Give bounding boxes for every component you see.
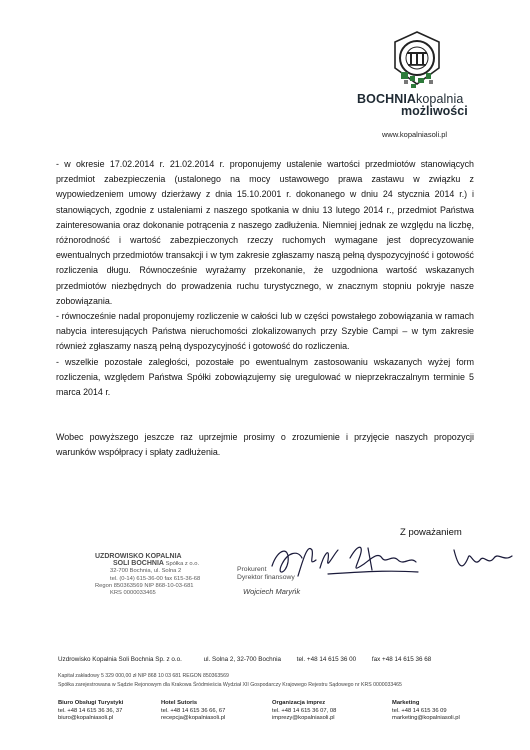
mine-logo-icon	[387, 28, 447, 90]
stamp-line-3: 32-700 Bochnia, ul. Solna 2	[110, 568, 182, 575]
stamp-line-2-suffix: Spółka z o.o.	[165, 561, 200, 568]
contact-tel: tel. +48 14 615 36 07, 08	[272, 707, 337, 714]
stamp-person: Wojciech Maryńk	[243, 587, 301, 596]
contact-tourism	[58, 700, 123, 723]
paragraph-real-estate: - równocześnie nadal proponujemy rozliczenie w całości lub w części powstałego zobowiązania w ramach nabycia interesujących Państwa nieruchomości zlokalizowanych przy Szybie Campi – w tym zakresie również zgłaszamy naszą pełną dyspozycyjność i gotowość do rozliczenia.	[56, 311, 474, 352]
contact-title: Hotel Sutoris	[161, 700, 198, 706]
contact-email[interactable]: imprezy@kopalniasoli.pl	[272, 715, 335, 722]
regards-text: Z poważaniem	[400, 527, 462, 538]
brand-wordmark	[357, 92, 497, 118]
footer-capital: Kapitał zakładowy 5 329 000,00 zł NIP 868 10 03 681 REGON 850363569	[58, 673, 229, 679]
brand-tagline: możliwości	[401, 104, 468, 118]
contact-marketing	[392, 700, 460, 723]
footer-tel: tel. +48 14 615 36 00	[296, 656, 357, 663]
contact-email[interactable]: marketing@kopalniasoli.pl	[392, 715, 460, 722]
signatory-stamp	[237, 566, 300, 596]
footer-company-line	[58, 656, 431, 663]
contact-title: Biuro Obsługi Turystyki	[58, 700, 124, 706]
contact-hotel	[161, 700, 225, 723]
contact-title: Organizacja imprez	[272, 700, 326, 706]
stamp-line-2: SOLI BOCHNIA	[113, 560, 164, 568]
footer-registry: Spółka zarejestrowana w Sądzie Rejonowym dla Krakowa Śródmieścia Wydział XII Gospodarczy Krajowego Rejestru Sądowego nr KRS 0000033465	[58, 682, 402, 688]
contact-email[interactable]: recepcja@kopalniasoli.pl	[161, 715, 226, 722]
contact-title: Marketing	[392, 700, 420, 706]
paragraph-closing: Wobec powyższego jeszcze raz uprzejmie prosimy o zrozumienie i przyjęcie naszych propozycji warunków współpracy i spłaty zadłużenia.	[56, 432, 474, 458]
footer-fax: fax +48 14 615 36 68	[371, 656, 432, 663]
stamp-role-1: Prokurent	[237, 566, 267, 573]
contact-events	[272, 700, 336, 723]
contact-tel: tel. +48 14 615 36 66, 67	[161, 707, 226, 714]
contact-email[interactable]: biuro@kopalniasoli.pl	[58, 715, 114, 722]
stamp-role-2: Dyrektor finansowy	[237, 574, 295, 581]
brand-suffix: kopalnia	[416, 92, 464, 106]
handwritten-signature	[268, 536, 518, 586]
paragraph-remaining-debt: - wszelkie pozostałe zaległości, pozostałe po ewentualnym zastosowaniu wskazanych wyżej form rozliczenia, względem Państwa Spółki zobowiązujemy się uregulować w nieprzekraczalnym terminie 5 marca 2014 r.	[56, 356, 474, 398]
footer-company: Uzdrowisko Kopalnia Soli Bochnia Sp. z o.o.	[58, 656, 182, 663]
footer-address: ul. Solna 2, 32-700 Bochnia	[203, 656, 282, 663]
stamp-line-5: Regon 850363569 NIP 868-10-03-681	[95, 582, 194, 589]
contact-tel: tel. +48 14 615 36 09	[392, 707, 447, 714]
stamp-line-4: tel. (0-14) 615-36-00 fax 615-36-68	[110, 575, 201, 582]
contact-tel: tel. +48 14 615 36 36, 37	[58, 707, 123, 714]
stamp-line-1: UZDROWISKO KOPALNIA	[95, 553, 182, 560]
stamp-line-6: KRS 0000033465	[110, 590, 156, 597]
letter-body	[56, 157, 474, 461]
brand-name: BOCHNIA	[357, 92, 417, 106]
website-url[interactable]: www.kopalniasoli.pl	[382, 130, 448, 139]
paragraph-valuation: - w okresie 17.02.2014 r. 21.02.2014 r. proponujemy ustalenie wartości przedmiotów stanowiących przedmiot zabezpieczenia (ustalonego na mocy ustawowego prawa zastawu w związku z wypowiedzeniem umowy dzierżawy z dnia 15.10.2001 r. dokonanego w dniu 24 stycznia 2014 r.) i stanowiących, zgodnie z ustaleniami z naszego spotkania w dniu 13 lutego 2014 r., przedmiot Państwa zainteresowania oraz dokonanie potrącenia z naszego zadłużenia. Niemniej jednak ze względu na liczbę, różnorodność i wartość zabezpieczonych rzeczy ruchomych wymagane jest doprecyzowanie ewentualnych przedmiotów transakcji i w tym zakresie zgłaszamy naszą pełną dyspozycyjność i gotowość rozliczenia długu. Równocześnie wyrażamy przekonanie, że uzgodniona wartość wskazanych przedmiotów niezbędnych do prowadzenia ruchu turystycznego, w znacznym stopniu pokryje nasze zobowiązania.	[56, 159, 474, 306]
company-stamp	[95, 553, 230, 597]
